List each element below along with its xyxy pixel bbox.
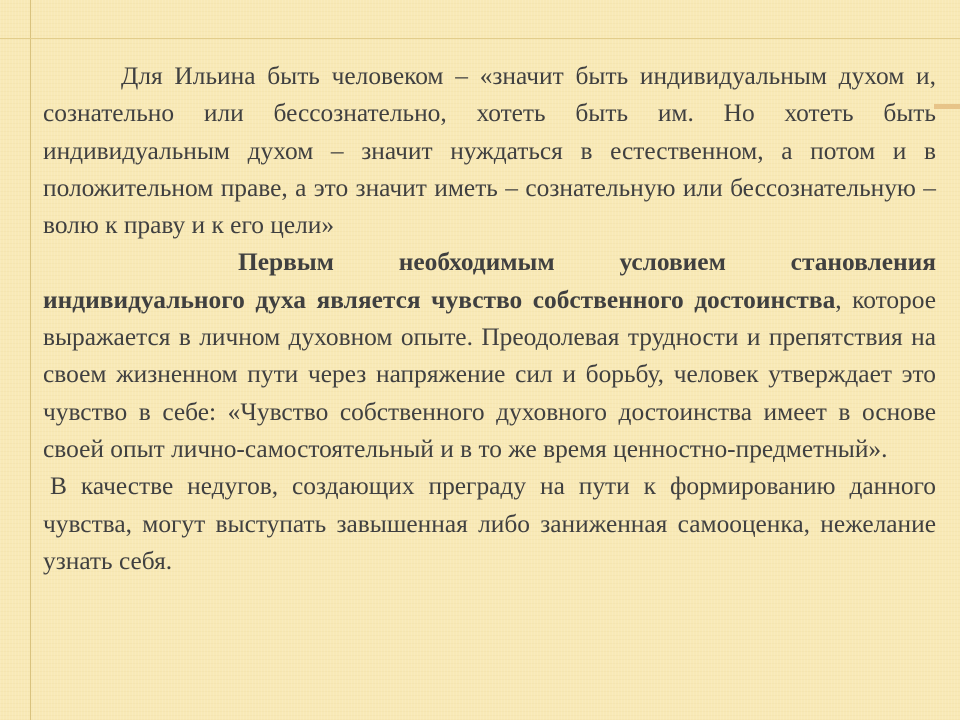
accent-line [934, 104, 960, 109]
left-border-line [30, 0, 31, 720]
paragraph-3-text: В качестве недугов, создающих преграду на пути к формированию данного чувства, могут выступать завышенная либо заниженная самооценка, нежелание узнать себя. [43, 472, 936, 575]
paragraph-3 [43, 468, 936, 580]
paragraph-2 [43, 244, 936, 468]
paragraph-2-bold-text: Первым необходимым условием становления индивидуального духа является чувство собственного достоинства [43, 248, 936, 314]
paragraph-1 [43, 58, 936, 244]
top-border-line [0, 38, 960, 39]
text-content [43, 58, 936, 580]
paragraph-1-text: Для Ильина быть человеком – «значит быть индивидуальным духом и, сознательно или бессознательно, хотеть быть им. Но хотеть быть индивидуальным духом – значит нуждаться в естественном, а потом и в положительном праве, а это значит иметь – сознательную или бессознательную – волю к праву и к его цели» [43, 62, 936, 240]
paragraph-2-text: , которое выражается в личном духовном опыте. Преодолевая трудности и препятствия на своем жизненном пути через напряжение сил и борьбу, человек утверждает это чувство в себе: «Чувство собственного духовного достоинства имеет в основе своей опыт лично-самостоятельный и в то же время ценностно-предметный». [43, 285, 937, 463]
